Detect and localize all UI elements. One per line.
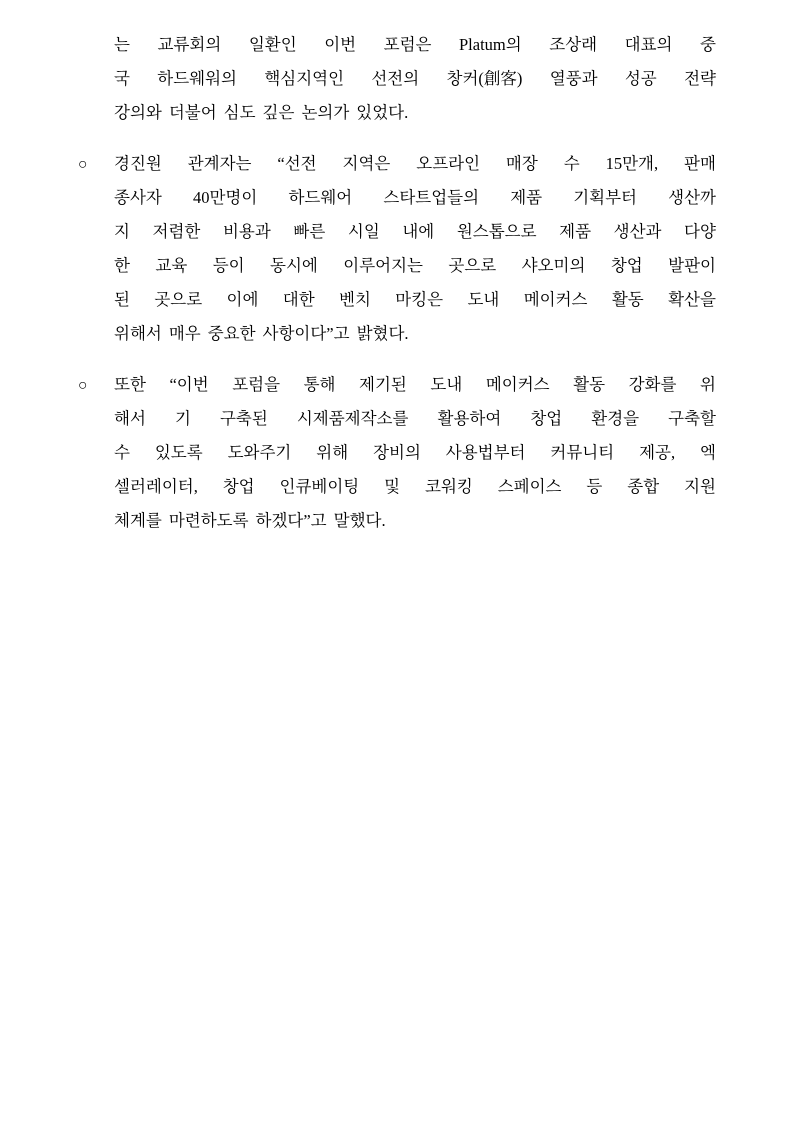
text-token: 제기된 xyxy=(359,375,407,394)
text-token: 환경을 xyxy=(591,409,640,428)
text-token: 원스톱으로 xyxy=(456,222,537,241)
text-token: 논의가 xyxy=(301,103,350,122)
text-line xyxy=(114,62,716,96)
text-token: 창업 xyxy=(530,409,563,428)
text-token: 동시에 xyxy=(270,256,318,275)
text-token: 구축할 xyxy=(668,409,716,428)
paragraph-lines xyxy=(114,28,716,130)
text-token: 도내 xyxy=(467,290,500,309)
text-line xyxy=(114,249,716,283)
text-token: 시일 xyxy=(347,222,380,241)
text-token: 경진원 xyxy=(114,154,162,173)
text-token: 활동 xyxy=(573,375,606,394)
text-token: 지 xyxy=(114,222,130,241)
text-token: 코워킹 xyxy=(425,477,473,496)
text-token: 이루어지는 xyxy=(343,256,423,275)
text-token: 시제품제작소를 xyxy=(296,409,409,428)
text-token: 기획부터 xyxy=(573,188,637,207)
text-token: 대표의 xyxy=(624,35,673,54)
text-token: 대한 xyxy=(282,290,315,309)
text-token: 위 xyxy=(699,375,716,394)
text-token: 말했다. xyxy=(333,511,386,530)
text-token: 선전의 xyxy=(371,69,420,88)
text-token: 활용하여 xyxy=(437,409,502,428)
bullet-marker-icon: ○ xyxy=(78,156,88,173)
text-token: 깊은 xyxy=(262,103,295,122)
text-token: 교류회의 xyxy=(157,35,222,54)
text-token: 창업 xyxy=(610,256,643,275)
text-line xyxy=(114,317,716,351)
bullet-marker-icon: ○ xyxy=(78,377,88,394)
text-token: 수 xyxy=(563,154,580,173)
text-token: 이에 xyxy=(226,290,259,309)
text-token: 확산을 xyxy=(668,290,716,309)
text-token: 비용과 xyxy=(222,222,271,241)
text-token: 내에 xyxy=(402,222,435,241)
text-token: 창업 xyxy=(222,477,255,496)
text-token: 스페이스 xyxy=(497,477,562,496)
text-token: 중요한 xyxy=(207,324,256,343)
text-token: 체계를 xyxy=(114,511,162,530)
text-token: 벤치 xyxy=(339,290,371,309)
text-token: 강화를 xyxy=(628,375,677,394)
text-token: 지역은 xyxy=(342,154,391,173)
text-line xyxy=(114,368,716,402)
text-token: 있었다. xyxy=(356,103,409,122)
document-body xyxy=(78,28,716,538)
text-token: 중 xyxy=(700,35,716,54)
text-token: 셀러레이터, xyxy=(114,477,198,496)
text-token: 하드웨워의 xyxy=(157,69,237,88)
text-token: 하겠다”고 xyxy=(255,511,327,530)
text-token: 인큐베이팅 xyxy=(279,477,360,496)
text-token: 조상래 xyxy=(549,35,598,54)
text-token: 곳으로 xyxy=(154,290,203,309)
text-token: 종사자 xyxy=(114,188,162,207)
text-token: 해서 xyxy=(114,409,146,428)
paragraph xyxy=(78,368,716,538)
text-token: 메이커스 xyxy=(523,290,588,309)
text-token: 스타트업들의 xyxy=(383,188,480,207)
text-token: 등이 xyxy=(212,256,245,275)
text-token: 메이커스 xyxy=(485,375,550,394)
text-token: 창커(創客) xyxy=(446,69,523,88)
text-token: 도와주기 xyxy=(227,443,292,462)
text-token: 오프라인 xyxy=(416,154,481,173)
paragraph-lines xyxy=(114,368,716,538)
text-token: 제품 xyxy=(559,222,592,241)
text-token: 발판이 xyxy=(668,256,716,275)
text-token: 기 xyxy=(174,409,191,428)
text-token: 통해 xyxy=(303,375,336,394)
text-token: 15만개, xyxy=(605,154,659,173)
text-token: 활동 xyxy=(611,290,644,309)
text-token: 된 xyxy=(114,290,130,309)
paragraph xyxy=(78,28,716,130)
text-token: 다양 xyxy=(684,222,716,241)
text-token: 핵심지역인 xyxy=(264,69,345,88)
text-token: 포럼은 xyxy=(383,35,432,54)
text-token: 한 xyxy=(114,256,130,275)
text-token: 등 xyxy=(586,477,603,496)
text-token: 교육 xyxy=(155,256,188,275)
text-token: Platum의 xyxy=(459,35,522,54)
text-token: 또한 xyxy=(114,375,146,394)
text-token: 매장 xyxy=(505,154,538,173)
paragraph-lines xyxy=(114,147,716,351)
text-token: 지원 xyxy=(684,477,716,496)
text-token: 이번 xyxy=(324,35,357,54)
text-token: 곳으로 xyxy=(448,256,497,275)
text-line xyxy=(114,283,716,317)
paragraph xyxy=(78,147,716,351)
text-token: 위해 xyxy=(316,443,349,462)
text-line xyxy=(114,402,716,436)
text-token: 마련하도록 xyxy=(168,511,249,530)
text-line xyxy=(114,436,716,470)
text-token: 성공 xyxy=(624,69,657,88)
text-token: 엑 xyxy=(700,443,716,462)
text-token: 저렴한 xyxy=(152,222,201,241)
text-token: 생산까 xyxy=(668,188,716,207)
text-token: 하드웨어 xyxy=(288,188,353,207)
text-token: 위해서 xyxy=(114,324,162,343)
text-token: 빠른 xyxy=(293,222,326,241)
text-token: 커뮤니티 xyxy=(550,443,615,462)
text-token: 장비의 xyxy=(373,443,421,462)
text-token: 더불어 xyxy=(168,103,217,122)
text-token: 국 xyxy=(114,69,130,88)
text-token: 40만명이 xyxy=(192,188,258,207)
text-line xyxy=(114,215,716,249)
text-line xyxy=(114,147,716,181)
text-token: 생산과 xyxy=(613,222,662,241)
text-token: 있도록 xyxy=(154,443,203,462)
text-token: 제공, xyxy=(639,443,676,462)
text-token: 는 xyxy=(114,35,130,54)
text-token: 사용법부터 xyxy=(445,443,526,462)
text-token: 강의와 xyxy=(114,103,162,122)
text-token: 심도 xyxy=(223,103,256,122)
text-token: 매우 xyxy=(168,324,201,343)
text-line xyxy=(114,504,716,538)
text-token: 및 xyxy=(384,477,401,496)
text-token: 관계자는 xyxy=(187,154,252,173)
text-token: 포럼을 xyxy=(232,375,281,394)
text-line xyxy=(114,181,716,215)
text-token: “이번 xyxy=(169,375,209,394)
text-token: 샤오미의 xyxy=(521,256,586,275)
text-token: 제품 xyxy=(510,188,543,207)
text-line xyxy=(114,470,716,504)
text-token: 사항이다”고 xyxy=(262,324,350,343)
text-token: “선전 xyxy=(277,154,317,173)
text-line xyxy=(114,96,716,130)
text-token: 구축된 xyxy=(219,409,268,428)
text-token: 일환인 xyxy=(248,35,297,54)
text-token: 전략 xyxy=(684,69,716,88)
text-token: 열풍과 xyxy=(549,69,598,88)
text-token: 마킹은 xyxy=(395,290,444,309)
text-token: 종합 xyxy=(627,477,660,496)
text-token: 도내 xyxy=(430,375,463,394)
text-token: 판매 xyxy=(684,154,716,173)
text-token: 수 xyxy=(114,443,130,462)
text-line xyxy=(114,28,716,62)
text-token: 밝혔다. xyxy=(356,324,409,343)
